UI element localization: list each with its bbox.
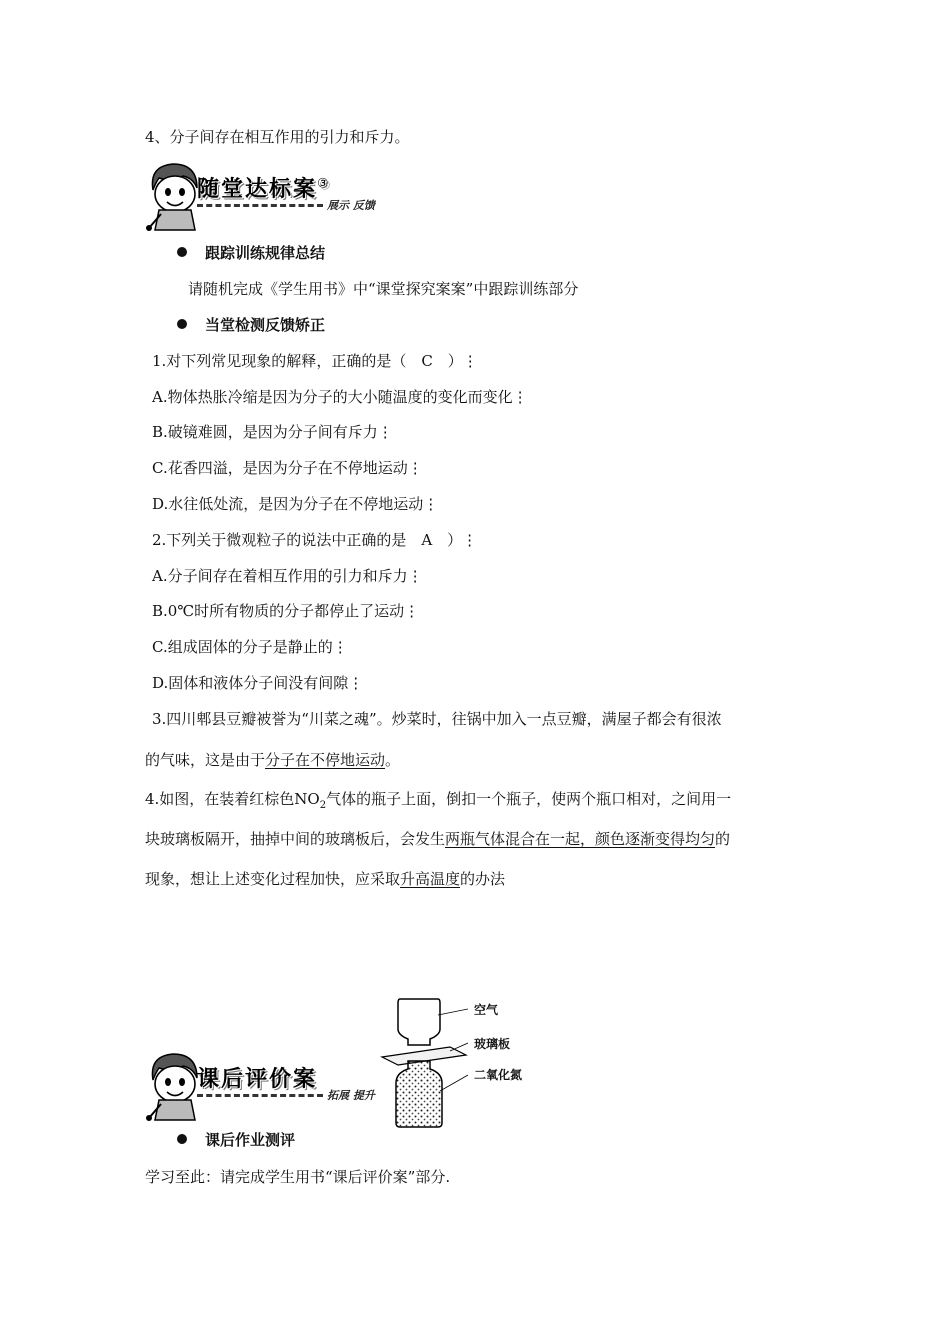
- heading-homework-evaluation: 课后作业测评: [177, 1130, 295, 1150]
- question-2-option-c: C.组成固体的分子是静止的⋮: [152, 638, 348, 656]
- question-4-answer-2: 升高温度: [400, 870, 461, 888]
- intro-line: 4、分子间存在相互作用的引力和斥力。: [145, 128, 410, 146]
- bullet-icon: [177, 319, 187, 329]
- question-1-option-b: B.破镜难圆，是因为分子间有斥力⋮: [152, 423, 393, 441]
- question-4-answer-1: 两瓶气体混合在一起，颜色逐渐变得均匀: [445, 830, 716, 848]
- question-1-stem: 1.对下列常见现象的解释，正确的是（ C ）⋮: [152, 352, 478, 370]
- banner-title: 课后评价案: [197, 1067, 318, 1092]
- bullet-icon: [177, 247, 187, 257]
- heading-in-class-test: 当堂检测反馈矫正: [177, 315, 325, 335]
- question-1-option-a: A.物体热胀冷缩是因为分子的大小随温度的变化而变化⋮: [152, 388, 528, 406]
- diagram-label-glass-plate: 玻璃板: [474, 1037, 511, 1051]
- question-3-answer: 分子在不停地运动: [265, 751, 386, 769]
- banner-dashed-divider: [197, 1094, 323, 1097]
- banner-dashed-divider: [197, 204, 323, 207]
- question-2-stem: 2.下列关于微观粒子的说法中正确的是 A ）⋮: [152, 531, 478, 549]
- tracking-training-text: 请随机完成《学生用书》中“课堂探究案案”中跟踪训练部分: [188, 280, 579, 298]
- question-2-option-b: B.0℃时所有物质的分子都停止了运动⋮: [152, 602, 420, 620]
- question-3-line-1: 3.四川郫县豆瓣被誉为“川菜之魂”。炒菜时，往锅中加入一点豆瓣，满屋子都会有很浓: [152, 710, 722, 728]
- lower-bottle-icon: [396, 1061, 442, 1127]
- diagram-label-air: 空气: [474, 1003, 499, 1017]
- question-2-option-d: D.固体和液体分子间没有间隙⋮: [152, 674, 364, 692]
- banner-subtitle: 拓展 提升: [327, 1089, 375, 1102]
- question-2-option-a: A.分子间存在着相互作用的引力和斥力⋮: [152, 567, 423, 585]
- upper-bottle-icon: [398, 999, 440, 1045]
- question-4-line-2: 块玻璃板隔开，抽掉中间的玻璃板后，会发生两瓶气体混合在一起，颜色逐渐变得均匀的: [145, 830, 731, 848]
- banner-title: 随堂达标案③: [197, 176, 329, 202]
- bullet-icon: [177, 1134, 187, 1144]
- question-4-line-3: 现象，想让上述变化过程加快，应采取升高温度的办法: [145, 870, 506, 888]
- question-1-option-d: D.水往低处流，是因为分子在不停地运动⋮: [152, 495, 439, 513]
- question-1-option-c: C.花香四溢，是因为分子在不停地运动⋮: [152, 459, 423, 477]
- question-4-line-1: 4.如图，在装着红棕色$NO_2$气体的瓶子上面，倒扣一个瓶子，使两个瓶口相对，之间用一: [145, 790, 732, 811]
- banner-circled-number: ③: [317, 176, 329, 192]
- gas-diffusion-diagram: [378, 995, 468, 1130]
- heading-tracking-training: 跟踪训练规律总结: [177, 243, 325, 263]
- question-3-line-2: 的气味，这是由于分子在不停地运动。: [145, 751, 401, 769]
- diagram-label-nitrogen-dioxide: 二氧化氮: [474, 1068, 523, 1082]
- section-banner-in-class: [145, 160, 390, 232]
- homework-instruction: 学习至此：请完成学生用书“课后评价案”部分.: [145, 1168, 451, 1186]
- banner-subtitle: 展示 反馈: [327, 199, 375, 212]
- subscript-2: 2: [319, 800, 327, 811]
- section-banner-after-class: [145, 1050, 390, 1122]
